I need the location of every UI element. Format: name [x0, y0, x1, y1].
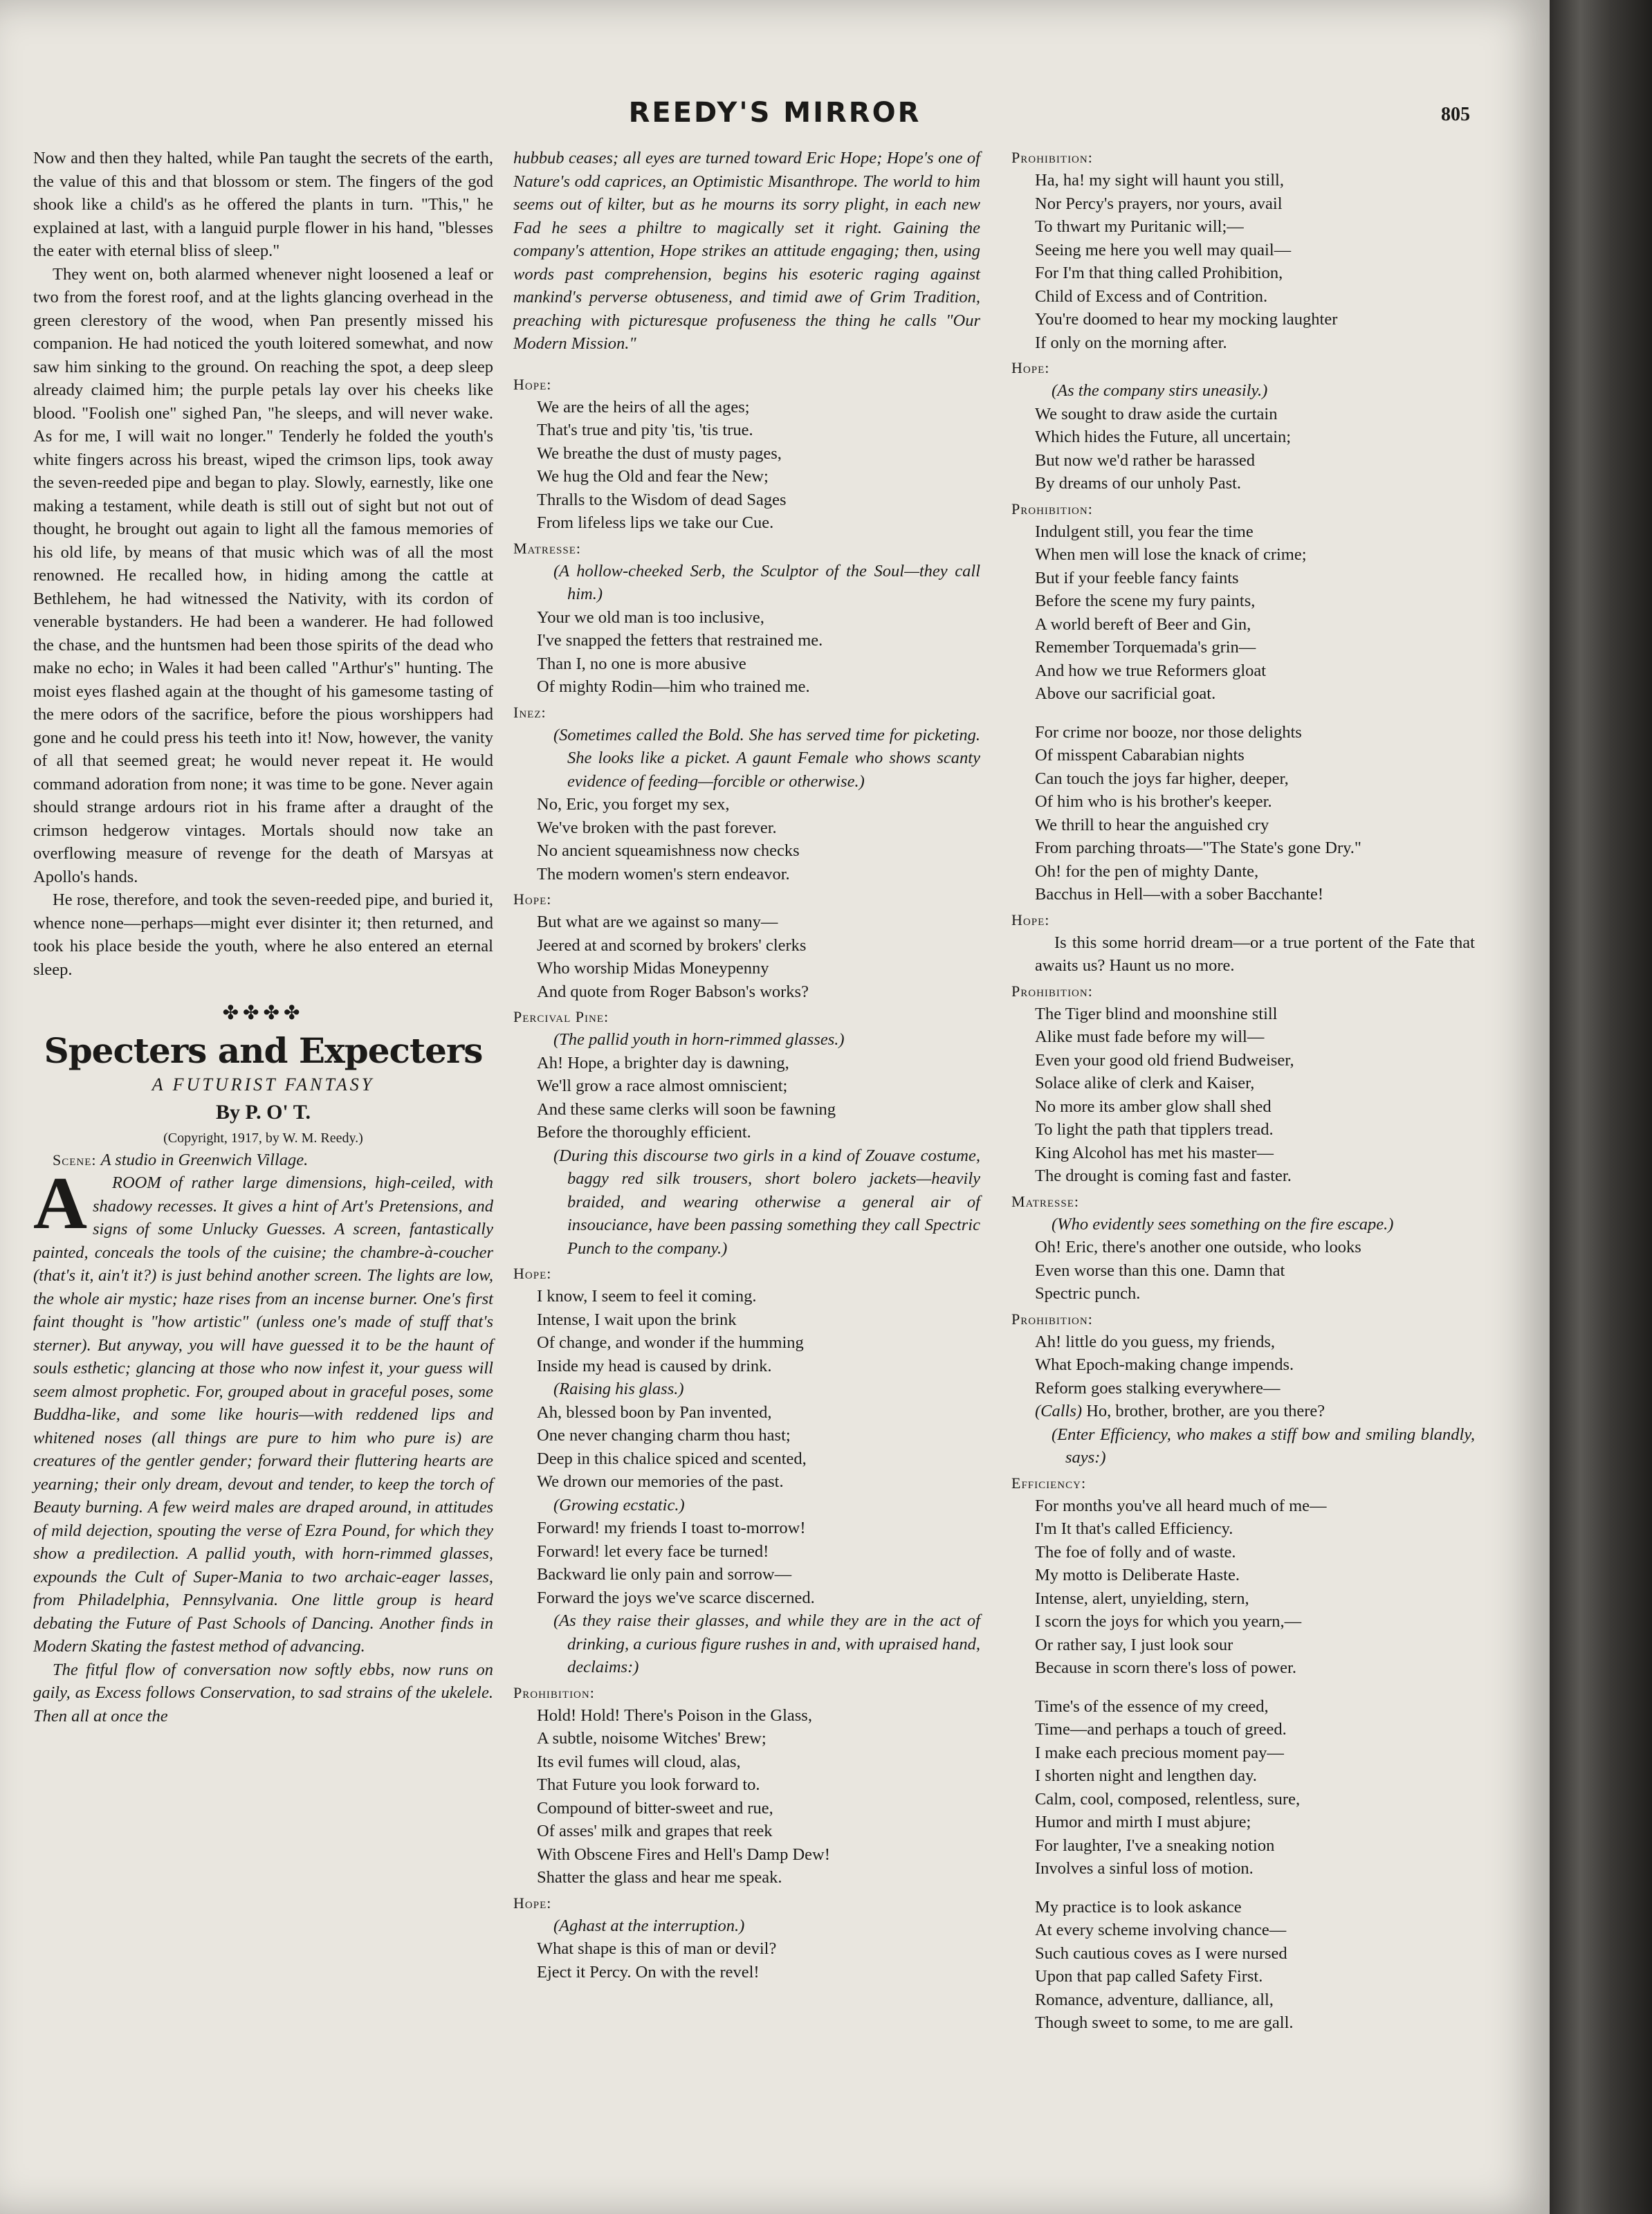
verse-line: We'll grow a race almost omniscient; — [537, 1077, 788, 1095]
verse-line: Humor and mirth I must abjure; — [1035, 1813, 1251, 1831]
verse-line: Remember Torquemada's grin— — [1035, 638, 1256, 657]
verse-line: Its evil fumes will cloud, alas, — [537, 1752, 741, 1771]
speaker-name: Hope: — [513, 375, 552, 393]
verse-line: But what are we against so many— — [537, 913, 778, 931]
verse-line: Your we old man is too inclusive, — [537, 607, 764, 627]
verse-line: Romance, adventure, dalliance, all, — [1035, 1990, 1274, 2009]
verse-line: Of misspent Cabarabian nights — [1035, 746, 1245, 765]
verse-line: Shatter the glass and hear me speak. — [537, 1868, 782, 1887]
scene-text: A studio in Greenwich Village. — [100, 1150, 309, 1169]
verse-line: But now we'd rather be harassed — [1035, 450, 1256, 470]
verse-line: Of him who is his brother's keeper. — [1035, 792, 1272, 811]
verse-line: I know, I seem to feel it coming. — [537, 1287, 757, 1306]
verse-line: Above our sacrificial goat. — [1035, 684, 1216, 703]
verse-line: Intense, alert, unyielding, stern, — [1035, 1589, 1249, 1608]
verse-line: And quote from Roger Babson's works? — [537, 982, 809, 1001]
verse-line: Than I, no one is more abusive — [537, 654, 746, 673]
verse-line: Solace alike of clerk and Kaiser, — [1035, 1074, 1255, 1092]
verse-block — [537, 1285, 980, 1378]
verse-line: Time—and perhaps a touch of greed. — [1035, 1720, 1287, 1739]
verse-line: Even your good old friend Budweiser, — [1035, 1050, 1294, 1070]
speaker-name: Hope: — [513, 890, 552, 908]
verse-block — [537, 1937, 980, 1984]
verse-line: Before the thoroughly efficient. — [537, 1123, 751, 1142]
column-2 — [513, 147, 980, 1984]
speaker-name: Hope: — [513, 1894, 552, 1912]
column-1 — [33, 147, 493, 1728]
verse-line: What Epoch-making change impends. — [1035, 1355, 1294, 1374]
verse-line: For I'm that thing called Prohibition, — [1035, 264, 1283, 282]
speaker-name: Matresse: — [1011, 1192, 1080, 1210]
verse-line: Upon that pap called Safety First. — [1035, 1967, 1263, 1986]
verse-line: Seeing me here you well may quail— — [1035, 240, 1292, 259]
verse-line: Alike must fade before my will— — [1035, 1027, 1265, 1046]
article-subtitle: A FUTURIST FANTASY — [152, 1074, 375, 1095]
stage-direction: (Who evidently sees something on the fire escape.) — [1052, 1214, 1394, 1234]
byline: By P. O' T. — [216, 1100, 311, 1124]
verse-line: Of mighty Rodin—him who trained me. — [537, 677, 810, 696]
verse-line: Backward lie only pain and sorrow— — [537, 1565, 792, 1584]
verse-line: Intense, I wait upon the brink — [537, 1310, 737, 1329]
verse-line: Thralls to the Wisdom of dead Sages — [537, 490, 787, 509]
verse-block — [1035, 1896, 1475, 2035]
stage-direction: (Raising his glass.) — [553, 1380, 684, 1398]
speaker-name: Hope: — [1011, 911, 1050, 928]
verse-line: With Obscene Fires and Hell's Damp Dew! — [537, 1845, 830, 1864]
intro-text: ROOM of rather large dimensions, high-ceiled, with shadowy recesses. It gives a hint of Art's Pretensions, and signs of some Unlucky Guesses. A screen, fantastically painted, conceals the tools of the cuisine; the chambre-à-coucher (that's it, ain't it?) is just behind another screen. The lights are low, the whole air mystic; haze rises from an incense burner. One's first faint thought is "how artistic" (unless one's made of stuff that's sterner). But anyway, you will have guessed it to be the haunt of souls esthetic; glancing at those who now infest it, your guess will seem almost prophetic. For, grouped about in graceful poses, some Buddha-like, and some like houris—with reddened lips and whitened noses (all things are pure to him who pure is) are creatures of the gentler gender; forward their fluttering hearts are yearning; their only dream, devout and tender, to keep the torch of Beauty burning. A few weird males are draped around, in attitudes of mild dejection, spouting the verse of Ezra Pound, for which they show a predilection. A pallid youth, with horn-rimmed glasses, expounds the Cult of Super-Mania to two archaic-eager lasses, from Philadelphia, Pennsylvania. One little group is heard debating the Future of Past Schools of Dancing. Another finds in Modern Skating the fastest method of advancing. — [33, 1173, 493, 1656]
speaker-name: Hope: — [1011, 359, 1050, 376]
verse-line: Compound of bitter-sweet and rue, — [537, 1798, 773, 1818]
verse-line: Though sweet to some, to me are gall. — [1035, 2013, 1294, 2032]
stage-direction: (Calls) — [1035, 1402, 1083, 1420]
verse-block — [537, 1052, 980, 1144]
scene-line — [33, 1149, 493, 1172]
verse-line: Ha, ha! my sight will haunt you still, — [1035, 171, 1284, 190]
verse-block — [537, 396, 980, 535]
section-ornament: ✤✤✤✤ — [222, 1003, 304, 1024]
speaker-name: Matresse: — [513, 539, 582, 557]
verse-line: Of asses' milk and grapes that reek — [537, 1822, 773, 1840]
speaker-name: Prohibition: — [1011, 1310, 1093, 1328]
verse-line: Forward! my friends I toast to-morrow! — [537, 1519, 806, 1537]
verse-block — [1035, 1003, 1475, 1188]
verse-line: The Tiger blind and moonshine still — [1035, 1004, 1278, 1023]
stage-direction: (As the company stirs uneasily.) — [1052, 381, 1268, 400]
verse-line: Even worse than this one. Damn that — [1035, 1261, 1285, 1280]
verse-line: Ah, blessed boon by Pan invented, — [537, 1402, 772, 1422]
verse-line: Forward the joys we've scarce discerned. — [537, 1588, 815, 1607]
column-3 — [1011, 147, 1475, 2035]
verse-block — [537, 606, 980, 699]
verse-block — [1035, 1695, 1475, 1881]
verse-line: Ah! little do you guess, my friends, — [1035, 1332, 1276, 1351]
verse-line: And these same clerks will soon be fawning — [537, 1099, 836, 1119]
verse-line: Spectric punch. — [1035, 1284, 1141, 1303]
verse-block — [537, 1704, 980, 1890]
verse-line: I make each precious moment pay— — [1035, 1743, 1284, 1762]
verse-line: Child of Excess and of Contrition. — [1035, 286, 1268, 306]
intro-block — [33, 1162, 493, 1658]
verse-line: Bacchus in Hell—with a sober Bacchante! — [1035, 885, 1324, 904]
verse-line: We've broken with the past forever. — [537, 818, 777, 837]
verse-line: From lifeless lips we take our Cue. — [537, 513, 774, 532]
verse-line: No, Eric, you forget my sex, — [537, 795, 730, 814]
book-spine — [1550, 0, 1652, 2214]
drop-cap: A — [33, 1162, 87, 1245]
verse-line: I've snapped the fetters that restrained me. — [537, 631, 823, 650]
verse-block — [1035, 169, 1475, 354]
verse-line: A subtle, noisome Witches' Brew; — [537, 1729, 767, 1748]
verse-line: We are the heirs of all the ages; — [537, 397, 750, 417]
verse-line: You're doomed to hear my mocking laughter — [1035, 310, 1338, 329]
verse-line: Before the scene my fury paints, — [1035, 592, 1256, 610]
verse-line: But if your feeble fancy faints — [1035, 568, 1239, 587]
verse-line: We thrill to hear the anguished cry — [1035, 815, 1269, 834]
verse-line: Indulgent still, you fear the time — [1035, 522, 1254, 541]
verse-line: My motto is Deliberate Haste. — [1035, 1566, 1240, 1584]
verse-line: The modern women's stern endeavor. — [537, 864, 790, 884]
copyright-notice: (Copyright, 1917, by W. M. Reedy.) — [163, 1130, 363, 1146]
page-header — [0, 97, 1550, 138]
verse-line: Jeered at and scorned by brokers' clerks — [537, 935, 807, 955]
verse-line: Which hides the Future, all uncertain; — [1035, 428, 1292, 446]
speaker-name: Efficiency: — [1011, 1474, 1087, 1492]
verse-line: We sought to draw aside the curtain — [1035, 404, 1278, 423]
verse-line: Time's of the essence of my creed, — [1035, 1696, 1269, 1716]
verse-line: From parching throats—"The State's gone Dry." — [1035, 839, 1361, 857]
masthead: REEDY'S MIRROR — [628, 97, 921, 129]
verse-line: Eject it Percy. On with the revel! — [537, 1962, 760, 1982]
verse-block — [537, 911, 980, 1003]
verse-line: Of change, and wonder if the humming — [537, 1333, 804, 1352]
speaker-name: Prohibition: — [1011, 149, 1093, 166]
verse-block — [1035, 520, 1475, 706]
speaker-name: Percival Pine: — [513, 1008, 609, 1025]
verse-line: Such cautious coves as I were nursed — [1035, 1943, 1287, 1963]
verse-line: We breathe the dust of musty pages, — [537, 443, 782, 463]
stage-direction: (Enter Efficiency, who makes a stiff bow and smiling blandly, says:) — [1052, 1425, 1475, 1467]
paragraph: They went on, both alarmed whenever night loosened a leaf or two from the forest roof, and at the lights glancing overhead in the green clerestory of the wood, when Pan presently missed his companion. He had noticed the youth loitered somewhat, and now saw him sinking to the ground. On reaching the spot, a deep sleep already claimed him; the purple petals lay over his cheeks like blood. "Foolish one" sighed Pan, "he sleeps, and will never wake. As for me, I will wait no longer." Tenderly he folded the youth's white fingers across his breast, wiped the crimson lips, took away the seven-reeded pipe and began to play. Slowly, earnestly, like one making a testament, while death is still out of sight but not out of thought, he brought out again to light all the famous memories of his old life, by means of that music which was of all the most renowned. He recalled how, in hiding among the cattle at Bethlehem, he had witnessed the Nativity, with its cordon of venerable bystanders. He had been a wanderer. He had followed the chase, and the huntsmen had been those spirits of the dead who make no echo; in Wales it had been called "Arthur's" hunting. The moist eyes flashed again at the thought of his gamesome tasting of the mere odors of the sacrifice, before the pious worshippers had gone and he could press his teeth into it! Now, however, the vanity of all that seemed great; he would never repeat it. He would command adoration from none; it was time to be gone. Never again should strange ardours riot in his frame after a draught of the crimson hedgerow vintages. Mortals should now take an overflowing measure of revenge for the death of Marsyas at Apollo's hands. — [33, 264, 493, 886]
verse-line: King Alcohol has met his master— — [1035, 1143, 1274, 1162]
verse-line — [1035, 1400, 1475, 1423]
verse-line: The foe of folly and of waste. — [1035, 1542, 1236, 1562]
verse-line: Calm, cool, composed, relentless, sure, — [1035, 1789, 1301, 1809]
verse-block — [1035, 1330, 1475, 1423]
verse-line: No ancient squeamishness now checks — [537, 841, 800, 860]
verse-line: We drown our memories of the past. — [537, 1472, 784, 1491]
speaker-name: Inez: — [513, 703, 547, 721]
verse-line: I'm It that's called Efficiency. — [1035, 1519, 1233, 1538]
verse-line: For crime nor booze, nor those delights — [1035, 722, 1302, 742]
verse-line: A world bereft of Beer and Gin, — [1035, 614, 1251, 634]
verse-block — [1035, 403, 1475, 495]
verse-line: Oh! for the pen of mighty Dante, — [1035, 861, 1259, 881]
verse-line: One never changing charm thou hast; — [537, 1426, 791, 1445]
scene-label: Scene: — [53, 1151, 97, 1169]
stage-direction: (During this discourse two girls in a kind of Zouave costume, baggy red silk trousers, short bolero jackets—heavily braided, and wearing otherwise a general air of insouciance, have been passing something they call Spectric Punch to the company.) — [553, 1146, 980, 1258]
verse-line: No more its amber glow shall shed — [1035, 1097, 1272, 1116]
stage-direction: (As they raise their glasses, and while they are in the act of drinking, a curious figure rushes in and, with upraised hand, declaims:) — [553, 1611, 980, 1676]
verse-text: Ho, brother, brother, are you there? — [1086, 1402, 1325, 1420]
verse-line: I shorten night and lengthen day. — [1035, 1766, 1257, 1785]
stage-direction: (Aghast at the interruption.) — [553, 1916, 745, 1935]
verse-line: Ah! Hope, a brighter day is dawning, — [537, 1053, 789, 1072]
verse-line: Forward! let every face be turned! — [537, 1541, 769, 1561]
stage-direction: (Sometimes called the Bold. She has served time for picketing. She looks like a picket. A gaunt Female who shows scanty evidence of feeding—forcible or otherwise.) — [553, 725, 980, 791]
verse-line: That Future you look forward to. — [537, 1775, 760, 1794]
verse-line: Because in scorn there's loss of power. — [1035, 1658, 1296, 1677]
verse-line: Or rather say, I just look sour — [1035, 1635, 1233, 1654]
verse-line: What shape is this of man or devil? — [537, 1939, 777, 1958]
speaker-name: Prohibition: — [1011, 500, 1093, 518]
verse-line: To light the path that tipplers tread. — [1035, 1120, 1274, 1139]
speaker-name: Prohibition: — [1011, 982, 1093, 1000]
verse-line: My practice is to look askance — [1035, 1897, 1242, 1916]
verse-block — [1035, 1494, 1475, 1680]
verse-line: I scorn the joys for which you yearn,— — [1035, 1612, 1302, 1631]
verse-block — [1035, 721, 1475, 906]
verse-block — [537, 793, 980, 886]
verse-line: And how we true Reformers gloat — [1035, 661, 1267, 680]
verse-line: When men will lose the knack of crime; — [1035, 545, 1307, 564]
article-title: Specters and Expecters — [44, 1030, 483, 1071]
stage-direction: (A hollow-cheeked Serb, the Sculptor of the Soul—they call him.) — [553, 561, 980, 603]
speaker-name: Hope: — [513, 1265, 552, 1282]
paragraph: Now and then they halted, while Pan taught the secrets of the earth, the value of this and that blossom or stem. The fingers of the god shook like a child's as he offered the plants in turn. "This," he explained at last, with a languid purple flower in his hand, "blesses the eater with eternal bliss of sleep." — [33, 149, 493, 260]
page-number: 805 — [1441, 104, 1470, 125]
verse-line: At every scheme involving chance— — [1035, 1921, 1287, 1939]
verse-line: For months you've all heard much of me— — [1035, 1496, 1327, 1515]
verse-line: Can touch the joys far higher, deeper, — [1035, 769, 1289, 788]
verse-line: To thwart my Puritanic will;— — [1035, 217, 1244, 236]
verse-line: By dreams of our unholy Past. — [1035, 474, 1242, 493]
verse-line: Nor Percy's prayers, nor yours, avail — [1035, 194, 1283, 213]
verse-line: Who worship Midas Moneypenny — [537, 959, 769, 978]
verse-line: Reform goes stalking everywhere— — [1035, 1378, 1281, 1398]
prose-line: Is this some horrid dream—or a true portent of the Fate that awaits us? Haunt us no more. — [1035, 933, 1475, 975]
speaker-name: Prohibition: — [513, 1683, 595, 1701]
verse-line: Deep in this chalice spiced and scented, — [537, 1449, 807, 1468]
verse-line: Inside my head is caused by drink. — [537, 1356, 772, 1375]
verse-line: The drought is coming fast and faster. — [1035, 1167, 1292, 1185]
verse-block — [537, 1401, 980, 1494]
intro-text-2: The fitful flow of conversation now softly ebbs, now runs on gaily, as Excess follows Conservation, to sad strains of the ukelele. Then all at once the — [33, 1660, 493, 1726]
verse-line: That's true and pity 'tis, 'tis true. — [537, 421, 753, 439]
verse-block — [537, 1517, 980, 1609]
verse-line: We hug the Old and fear the New; — [537, 467, 769, 486]
stage-direction: (Growing ecstatic.) — [553, 1495, 685, 1515]
stage-direction: (The pallid youth in horn-rimmed glasses.) — [553, 1030, 845, 1049]
verse-line: For laughter, I've a sneaking notion — [1035, 1836, 1275, 1855]
verse-line: Oh! Eric, there's another one outside, who looks — [1035, 1238, 1361, 1256]
verse-line: Hold! Hold! There's Poison in the Glass, — [537, 1705, 812, 1725]
paragraph: He rose, therefore, and took the seven-reeded pipe, and buried it, whence none—perhaps—might ever disinter it; then returned, and took his place beside the youth, where he also entered an eternal sleep. — [33, 890, 493, 979]
intro-continued: hubbub ceases; all eyes are turned toward Eric Hope; Hope's one of Nature's odd caprices, an Optimistic Misanthrope. The world to him seems out of kilter, but as he mourns its sorry plight, in each new Fad he sees a philtre to magically set it right. Gaining the company's attention, Hope strikes an attitude engaging; then, using words past comprehension, begins his esoteric raging against mankind's perverse obtuseness, and timid awe of Grim Tradition, preaching with picturesque profuseness the thing he calls "Our Modern Mission." — [513, 149, 980, 353]
verse-line: Involves a sinful loss of motion. — [1035, 1859, 1254, 1878]
verse-line: If only on the morning after. — [1035, 333, 1227, 352]
verse-block — [1035, 1236, 1475, 1306]
